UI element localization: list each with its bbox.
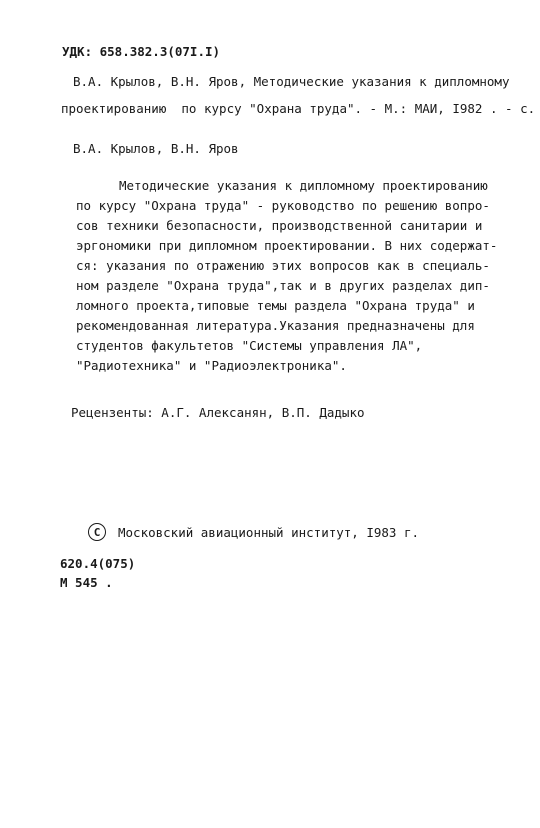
abstract-line: рекомендованная литература.Указания предназначены для <box>76 318 475 333</box>
reviewers: Рецензенты: А.Г. Алексанян, В.П. Дадыко <box>71 405 365 420</box>
citation-line-2: проектированию по курсу "Охрана труда". - М.: МАИ, I982 . - с. <box>61 101 536 116</box>
copyright-icon: C <box>88 523 106 541</box>
abstract-line: эргономики при дипломном проектировании. В них содержат- <box>76 238 498 253</box>
abstract-line: ном разделе "Охрана труда",так и в других разделах дип- <box>76 278 490 293</box>
abstract-line: ся: указания по отражению этих вопросов как в специаль- <box>76 258 490 273</box>
udk-code: УДК: 658.382.3(07I.I) <box>62 44 221 59</box>
abstract-line: сов техники безопасности, производственной санитарии и <box>76 218 483 233</box>
copyright-text: Московский авиационный институт, I983 г. <box>118 524 420 540</box>
abstract-line: по курсу "Охрана труда" - руководство по решению вопро- <box>76 198 490 213</box>
author-mark: М 545 . <box>60 575 113 590</box>
abstract-line: студентов факультетов "Системы управления ЛА", <box>76 338 423 353</box>
abstract-line: Методические указания к дипломному проектированию <box>119 178 488 193</box>
abstract-line: "Радиотехника" и "Радиоэлектроника". <box>76 358 347 373</box>
authors: В.А. Крылов, В.Н. Яров <box>73 141 239 156</box>
copyright-notice <box>88 523 419 541</box>
abstract <box>76 176 498 376</box>
abstract-line: ломного проекта,типовые темы раздела "Охрана труда" и <box>76 298 475 313</box>
classification-code: 620.4(075) <box>60 556 136 571</box>
citation-line-1: В.А. Крылов, В.Н. Яров, Методические указания к дипломному <box>73 74 510 89</box>
